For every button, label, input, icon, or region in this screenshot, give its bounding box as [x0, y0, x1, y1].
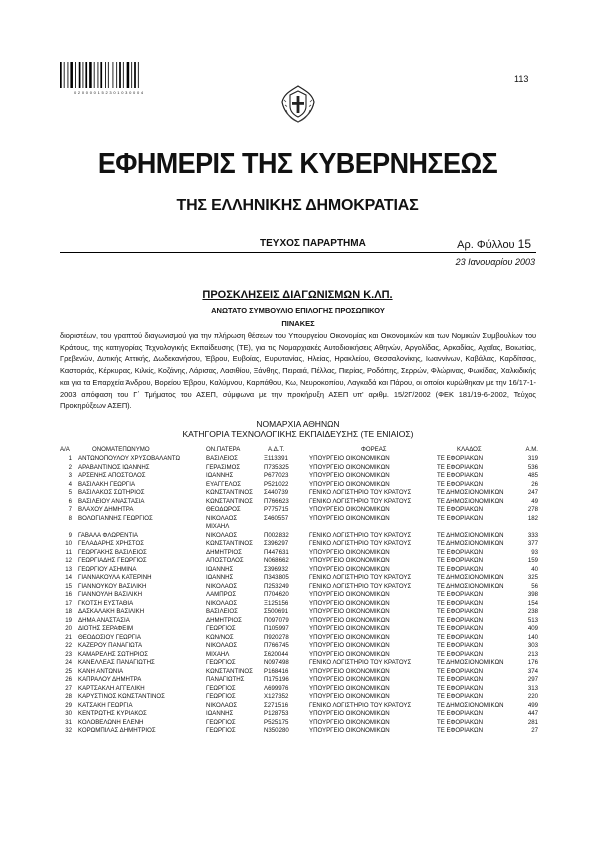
table-cell-agency: ΥΠΟΥΡΓΕΙΟ ΟΙΚΟΝΟΜΙΚΩΝ — [309, 591, 390, 598]
table-cell-am: 513 — [527, 616, 538, 624]
table-row — [60, 549, 538, 558]
table-cell-adt: Ν068662 — [264, 557, 289, 564]
table-cell-adt: Π920278 — [264, 633, 289, 641]
table-cell-name: ΓΕΛΑΔΑΡΗΣ ΧΡΗΣΤΟΣ — [78, 540, 145, 547]
table-cell-name: ΒΟΛΟΓΙΑΝΝΗΣ ΓΕΩΡΓΙΟΣ — [78, 514, 153, 522]
table-cell-am: 278 — [527, 506, 538, 513]
table-cell-name: ΔΗΜΑ ΑΝΑΣΤΑΣΙΑ — [78, 616, 130, 624]
table-cell-name: ΚΑΖΕΡΟΥ ΠΑΝΑΓΙΩΤΑ — [78, 642, 143, 649]
table-cell-aa: 22 — [65, 642, 72, 649]
table-cell-father: ΙΩΑΝΝΗΣ — [206, 565, 234, 573]
table-cell-am: 313 — [527, 684, 538, 692]
table-cell-father: ΓΕΩΡΓΙΟΣ — [206, 625, 236, 632]
issue-label: ΤΕΥΧΟΣ ΠΑΡΑΡΤΗΜΑ — [260, 238, 366, 249]
candidates-table — [60, 446, 538, 736]
table-cell-agency: ΥΠΟΥΡΓΕΙΟ ΟΙΚΟΝΟΜΙΚΩΝ — [309, 616, 390, 624]
table-cell-aa: 7 — [68, 506, 72, 513]
table-cell-father: ΝΙΚΟΛΑΟΣ — [206, 599, 238, 607]
table-cell-agency: ΥΠΟΥΡΓΕΙΟ ΟΙΚΟΝΟΜΙΚΩΝ — [309, 463, 390, 471]
table-cell-am: 374 — [527, 667, 538, 675]
table-cell-agency: ΥΠΟΥΡΓΕΙΟ ΟΙΚΟΝΟΜΙΚΩΝ — [309, 506, 390, 513]
table-cell-name: ΚΟΡΩΜΠΙΛΑΣ ΔΗΜΗΤΡΙΟΣ — [78, 727, 156, 734]
table-cell-name: ΒΑΣΙΛΑΚΗ ΓΕΩΡΓΙΑ — [78, 480, 136, 488]
table-row — [60, 719, 538, 728]
table-cell-agency: ΥΠΟΥΡΓΕΙΟ ΟΙΚΟΝΟΜΙΚΩΝ — [309, 548, 390, 556]
masthead-title: ΕΦΗΜΕΡΙΣ ΤΗΣ ΚΥΒΕΡΝΗΣΕΩΣ — [97, 148, 498, 180]
table-cell-name: ΒΑΣΙΛΑΚΟΣ ΣΩΤΗΡΙΟΣ — [78, 489, 145, 496]
table-cell-father: ΚΩΝΣΤΑΝΤΙΝΟΣ — [206, 497, 253, 505]
table-cell-am: 26 — [531, 480, 538, 488]
table-row — [60, 498, 538, 507]
table-cell-adt: Ν350280 — [264, 727, 289, 734]
table-cell-branch: ΤΕ ΕΦΟΡΙΑΚΩΝ — [437, 591, 483, 598]
table-cell-name: ΓΙΑΝΝΟΥΚΟΥ ΒΑΣΙΛΙΚΗ — [78, 582, 147, 590]
table-cell-agency: ΓΕΝΙΚΟ ΛΟΓΙΣΤΗΡΙΟ ΤΟΥ ΚΡΑΤΟΥΣ — [309, 531, 412, 539]
table-cell-agency: ΥΠΟΥΡΓΕΙΟ ΟΙΚΟΝΟΜΙΚΩΝ — [309, 684, 390, 692]
table-cell-branch: ΤΕ ΔΗΜΟΣΙΟΝΟΜΙΚΩΝ — [437, 497, 504, 505]
table-cell-adt: Λ699976 — [264, 684, 289, 692]
table-row — [60, 574, 538, 583]
table-cell-father: ΒΑΣΙΛΕΙΟΣ — [206, 608, 238, 615]
page-number: 113 — [514, 74, 529, 84]
table-cell-agency: ΥΠΟΥΡΓΕΙΟ ΟΙΚΟΝΟΜΙΚΩΝ — [309, 633, 390, 641]
sheet-number — [457, 237, 531, 251]
table-cell-branch: ΤΕ ΔΗΜΟΣΙΟΝΟΜΙΚΩΝ — [437, 659, 504, 666]
table-cell-name: ΚΑΝΕΛΛΕΑΣ ΠΑΝΑΓΙΩΤΗΣ — [78, 659, 155, 666]
issue-date: 23 Ιανουαρίου 2003 — [455, 257, 535, 267]
table-cell-agency: ΓΕΝΙΚΟ ΛΟΓΙΣΤΗΡΙΟ ΤΟΥ ΚΡΑΤΟΥΣ — [309, 489, 412, 496]
table-cell-aa: 25 — [65, 667, 72, 675]
table-cell-adt: Σ460557 — [264, 514, 289, 522]
column-header-name: ΟΝΟΜΑΤΕΠΩΝΥΜΟ — [92, 446, 150, 454]
table-cell-father: ΙΩΑΝΝΗΣ — [206, 710, 234, 717]
table-cell-agency: ΥΠΟΥΡΓΕΙΟ ΟΙΚΟΝΟΜΙΚΩΝ — [309, 642, 390, 649]
table-cell-branch: ΤΕ ΕΦΟΡΙΑΚΩΝ — [437, 599, 483, 607]
table-cell-agency: ΥΠΟΥΡΓΕΙΟ ΟΙΚΟΝΟΜΙΚΩΝ — [309, 718, 390, 726]
table-cell-father: ΓΕΩΡΓΙΟΣ — [206, 659, 236, 666]
table-row — [60, 659, 538, 668]
table-cell-am: 333 — [527, 531, 538, 539]
column-header-am: Α.Μ. — [525, 446, 538, 454]
table-cell-father: ΓΕΩΡΓΙΟΣ — [206, 693, 236, 700]
table-cell-name: ΓΑΒΑΛΑ ΦΛΩΡΕΝΤΙΑ — [78, 531, 138, 539]
table-cell-adt: Σ271516 — [264, 701, 289, 709]
table-row — [60, 557, 538, 566]
column-header-father: ΟΝ.ΠΑΤΕΡΑ — [206, 446, 241, 454]
table-row — [60, 455, 538, 464]
table-cell-adt: Ρ775715 — [264, 506, 289, 513]
table-cell-father: ΝΙΚΟΛΑΟΣ — [206, 531, 238, 539]
table-cell-am: 182 — [527, 514, 538, 522]
table-cell-agency: ΥΠΟΥΡΓΕΙΟ ΟΙΚΟΝΟΜΙΚΩΝ — [309, 599, 390, 607]
table-row — [60, 702, 538, 711]
table-cell-aa: 2 — [68, 463, 72, 471]
table-cell-father: ΚΩΝ/ΝΟΣ — [206, 633, 234, 641]
table-cell-branch: ΤΕ ΕΦΟΡΙΑΚΩΝ — [437, 718, 483, 726]
table-cell-agency: ΥΠΟΥΡΓΕΙΟ ΟΙΚΟΝΟΜΙΚΩΝ — [309, 514, 390, 522]
section-title: ΠΡΟΣΚΛΗΣΕΙΣ ΔΙΑΓΩΝΙΣΜΩΝ Κ.ΛΠ. — [202, 289, 393, 301]
table-cell-agency: ΓΕΝΙΚΟ ΛΟΓΙΣΤΗΡΙΟ ΤΟΥ ΚΡΑΤΟΥΣ — [309, 540, 412, 547]
table-cell-am: 93 — [531, 548, 538, 556]
table-cell-agency: ΥΠΟΥΡΓΕΙΟ ΟΙΚΟΝΟΜΙΚΩΝ — [309, 650, 390, 658]
table-row — [60, 608, 538, 617]
table-cell-name: ΑΝΤΩΝΟΠΟΥΛΟΥ ΧΡΥΣΟΒΑΛΑΝΤΩ — [78, 455, 180, 462]
table-cell-father: ΛΑΜΠΡΟΣ — [206, 591, 237, 598]
table-cell-aa: 20 — [65, 625, 72, 632]
table-cell-name: ΓΙΑΝΝΟΥΛΗ ΒΑΣΙΛΙΚΗ — [78, 591, 143, 598]
table-cell-adt: Σ440739 — [264, 489, 289, 496]
table-cell-aa: 31 — [65, 718, 72, 726]
table-cell-branch: ΤΕ ΕΦΟΡΙΑΚΩΝ — [437, 608, 483, 615]
table-cell-aa: 12 — [65, 557, 72, 564]
table-cell-name: ΑΡΑΒΑΝΤΙΝΟΣ ΙΩΑΝΝΗΣ — [78, 463, 150, 471]
table-cell-am: 238 — [527, 608, 538, 615]
table-row — [60, 583, 538, 592]
table-row — [60, 710, 538, 719]
table-cell-father: ΑΠΟΣΤΟΛΟΣ — [206, 557, 244, 564]
table-cell-branch: ΤΕ ΕΦΟΡΙΑΚΩΝ — [437, 625, 483, 632]
table-cell-adt: Π002832 — [264, 531, 289, 539]
table-cell-father: ΝΙΚΟΛΑΟΣ — [206, 701, 238, 709]
table-cell-father: ΓΕΩΡΓΙΟΣ — [206, 684, 236, 692]
table-cell-agency: ΥΠΟΥΡΓΕΙΟ ΟΙΚΟΝΟΜΙΚΩΝ — [309, 710, 390, 717]
table-cell-name: ΓΙΑΝΝΑΚΟΥΛΑ ΚΑΤΕΡΙΝΗ — [78, 574, 152, 581]
table-cell-name: ΓΚΟΤΣΗ ΕΥΣΤΑΘΙΑ — [78, 599, 134, 607]
table-cell-name: ΘΕΟΔΟΣΙΟΥ ΓΕΩΡΓΙΑ — [78, 633, 141, 641]
table-cell-adt: Π097079 — [264, 616, 289, 624]
table-row — [60, 651, 538, 660]
table-cell-aa: 29 — [65, 701, 72, 709]
table-cell-agency: ΥΠΟΥΡΓΕΙΟ ΟΙΚΟΝΟΜΙΚΩΝ — [309, 727, 390, 734]
table-cell-aa: 1 — [68, 455, 72, 462]
table-cell-branch: ΤΕ ΕΦΟΡΙΑΚΩΝ — [437, 565, 483, 573]
table-row — [60, 566, 538, 575]
table-cell-father: ΘΕΟΔΩΡΟΣ — [206, 506, 241, 513]
table-cell-father: ΚΩΝΣΤΑΝΤΙΝΟΣ — [206, 489, 253, 496]
table-cell-aa: 17 — [65, 599, 72, 607]
table-cell-branch: ΤΕ ΕΦΟΡΙΑΚΩΝ — [437, 514, 483, 522]
table-cell-aa: 24 — [65, 659, 72, 666]
table-cell-am: 56 — [531, 582, 538, 590]
table-cell-branch: ΤΕ ΕΦΟΡΙΑΚΩΝ — [437, 633, 483, 641]
table-cell-adt: Π766623 — [264, 497, 289, 505]
table-cell-adt: Ν097498 — [264, 659, 289, 666]
table-cell-aa: 10 — [65, 540, 72, 547]
table-cell-branch: ΤΕ ΔΗΜΟΣΙΟΝΟΜΙΚΩΝ — [437, 489, 504, 496]
table-row — [60, 727, 538, 736]
table-cell-agency: ΓΕΝΙΚΟ ΛΟΓΙΣΤΗΡΙΟ ΤΟΥ ΚΡΑΤΟΥΣ — [309, 574, 412, 581]
table-cell-adt: Π704620 — [264, 591, 289, 598]
table-cell-aa: 32 — [65, 727, 72, 734]
sheet-label: Αρ. Φύλλου — [457, 239, 515, 251]
table-cell-father: ΓΕΩΡΓΙΟΣ — [206, 727, 236, 734]
table-cell-am: 409 — [527, 625, 538, 632]
category-name: ΚΑΤΗΓΟΡΙΑ ΤΕΧΝΟΛΟΓΙΚΗΣ ΕΚΠΑΙΔΕΥΣΗΣ (ΤΕ ΕΝΙΑΙΟΣ) — [182, 429, 414, 439]
table-cell-adt: Π447631 — [264, 548, 289, 556]
table-cell-aa: 11 — [65, 548, 72, 556]
nomarchy-name: ΝΟΜΑΡΧΙΑ ΑΘΗΝΩΝ — [256, 419, 340, 429]
table-cell-agency: ΥΠΟΥΡΓΕΙΟ ΟΙΚΟΝΟΜΙΚΩΝ — [309, 625, 390, 632]
table-cell-branch: ΤΕ ΕΦΟΡΙΑΚΩΝ — [437, 684, 483, 692]
table-row — [60, 506, 538, 515]
table-cell-am: 499 — [527, 701, 538, 709]
table-cell-name: ΒΛΑΧΟΥ ΔΗΜΗΤΡΑ — [78, 506, 134, 513]
table-cell-am: 49 — [531, 497, 538, 505]
table-cell-father: ΝΙΚΟΛΑΟΣ — [206, 642, 238, 649]
table-cell-branch: ΤΕ ΕΦΟΡΙΑΚΩΝ — [437, 667, 483, 675]
column-header-aa: Α/Α — [60, 446, 70, 454]
table-cell-branch: ΤΕ ΔΗΜΟΣΙΟΝΟΜΙΚΩΝ — [437, 574, 504, 581]
table-cell-adt: Χ127352 — [264, 693, 289, 700]
table-cell-am: 40 — [531, 565, 538, 573]
table-cell-am: 27 — [531, 727, 538, 734]
table-cell-am: 485 — [527, 472, 538, 479]
table-cell-name: ΔΑΣΚΑΛΑΚΗ ΒΑΣΙΛΙΚΗ — [78, 608, 145, 615]
table-cell-name: ΚΑΤΣΑΚΗ ΓΕΩΡΓΙΑ — [78, 701, 133, 709]
table-cell-father: ΒΑΣΙΛΕΙΟΣ — [206, 455, 238, 462]
table-cell-name: ΚΕΝΤΡΩΤΗΣ ΚΥΡΙΑΚΟΣ — [78, 710, 147, 717]
table-cell-agency: ΥΠΟΥΡΓΕΙΟ ΟΙΚΟΝΟΜΙΚΩΝ — [309, 676, 390, 683]
table-cell-am: 319 — [527, 455, 538, 462]
column-header-agency: ΦΟΡΕΑΣ — [361, 446, 387, 454]
table-cell-aa: 5 — [68, 489, 72, 496]
table-cell-agency: ΓΕΝΙΚΟ ΛΟΓΙΣΤΗΡΙΟ ΤΟΥ ΚΡΑΤΟΥΣ — [309, 659, 412, 666]
table-cell-branch: ΤΕ ΕΦΟΡΙΑΚΩΝ — [437, 463, 483, 471]
table-cell-adt: Π175196 — [264, 676, 289, 683]
table-cell-branch: ΤΕ ΔΗΜΟΣΙΟΝΟΜΙΚΩΝ — [437, 582, 504, 590]
table-cell-am: 325 — [527, 574, 538, 581]
table-cell-name: ΓΕΩΡΓΑΚΗΣ ΒΑΣΙΛΕΙΟΣ — [78, 548, 147, 556]
table-cell-am: 297 — [527, 676, 538, 683]
nomarchy-heading — [60, 419, 536, 439]
table-cell-branch: ΤΕ ΕΦΟΡΙΑΚΩΝ — [437, 557, 483, 564]
table-cell-father: ΚΩΝΣΤΑΝΤΙΝΟΣ — [206, 667, 253, 675]
table-cell-adt: Ξ113391 — [264, 455, 288, 462]
table-cell-adt: Σ396297 — [264, 540, 289, 547]
table-cell-father: ΝΙΚΟΛΑΟΣ ΜΙΧΑΗΛ — [206, 514, 238, 530]
table-cell-aa: 18 — [65, 608, 72, 615]
table-cell-branch: ΤΕ ΕΦΟΡΙΑΚΩΝ — [437, 710, 483, 717]
table-cell-branch: ΤΕ ΕΦΟΡΙΑΚΩΝ — [437, 472, 483, 479]
table-cell-agency: ΓΕΝΙΚΟ ΛΟΓΙΣΤΗΡΙΟ ΤΟΥ ΚΡΑΤΟΥΣ — [309, 497, 412, 505]
table-row — [60, 693, 538, 702]
table-cell-father: ΜΙΧΑΗΛ — [206, 650, 230, 658]
table-row — [60, 676, 538, 685]
tables-heading: ΠΙΝΑΚΕΣ — [281, 319, 315, 328]
table-cell-agency: ΓΕΝΙΚΟ ΛΟΓΙΣΤΗΡΙΟ ΤΟΥ ΚΡΑΤΟΥΣ — [309, 701, 412, 709]
table-cell-am: 377 — [527, 540, 538, 547]
table-cell-branch: ΤΕ ΕΦΟΡΙΑΚΩΝ — [437, 548, 483, 556]
table-cell-adt: Π735325 — [264, 463, 289, 471]
table-cell-aa: 9 — [68, 531, 72, 539]
table-cell-aa: 8 — [68, 514, 72, 522]
table-row — [60, 515, 538, 532]
header-divider — [60, 252, 536, 253]
table-cell-father: ΙΩΑΝΝΗΣ — [206, 472, 234, 479]
barcode-number: 0 2 0 0 0 0 1 5 2 3 0 1 0 3 0 0 0 4 — [74, 90, 144, 95]
table-cell-am: 159 — [527, 557, 538, 564]
table-cell-am: 154 — [527, 599, 538, 607]
table-row — [60, 668, 538, 677]
table-row — [60, 481, 538, 490]
table-cell-am: 176 — [527, 659, 538, 666]
table-cell-agency: ΥΠΟΥΡΓΕΙΟ ΟΙΚΟΝΟΜΙΚΩΝ — [309, 480, 390, 488]
table-cell-am: 281 — [527, 718, 538, 726]
table-cell-adt: Ρ521022 — [264, 480, 289, 488]
table-cell-father: ΔΗΜΗΤΡΙΟΣ — [206, 616, 242, 624]
table-cell-aa: 23 — [65, 650, 72, 658]
table-cell-branch: ΤΕ ΔΗΜΟΣΙΟΝΟΜΙΚΩΝ — [437, 540, 504, 547]
table-cell-am: 140 — [527, 633, 538, 641]
table-cell-aa: 13 — [65, 565, 72, 573]
table-cell-aa: 26 — [65, 676, 72, 683]
table-cell-agency: ΥΠΟΥΡΓΕΙΟ ΟΙΚΟΝΟΜΙΚΩΝ — [309, 472, 390, 479]
table-cell-aa: 28 — [65, 693, 72, 700]
table-cell-father: ΠΑΝΑΓΙΩΤΗΣ — [206, 676, 245, 683]
table-cell-father: ΓΕΡΑΣΙΜΟΣ — [206, 463, 241, 471]
table-cell-branch: ΤΕ ΕΦΟΡΙΑΚΩΝ — [437, 506, 483, 513]
table-cell-name: ΓΕΩΡΓΙΟΥ ΑΣΗΜΙΝΑ — [78, 565, 137, 573]
table-cell-name: ΚΑΡΤΣΑΚΛΗ ΑΓΓΕΛΙΚΗ — [78, 684, 145, 692]
table-cell-branch: ΤΕ ΕΦΟΡΙΑΚΩΝ — [437, 727, 483, 734]
table-cell-adt: Ρ128753 — [264, 710, 289, 717]
table-cell-am: 213 — [527, 650, 538, 658]
table-row — [60, 540, 538, 549]
table-cell-father: ΙΩΑΝΝΗΣ — [206, 574, 234, 581]
table-cell-name: ΚΟΛΟΒΕΛΩΝΗ ΕΛΕΝΗ — [78, 718, 144, 726]
table-cell-adt: Π343805 — [264, 574, 289, 581]
sheet-number-value: 15 — [517, 237, 531, 251]
table-cell-aa: 16 — [65, 591, 72, 598]
table-cell-name: ΓΕΩΡΓΙΑΔΗΣ ΓΕΩΡΓΙΟΣ — [78, 557, 147, 564]
table-cell-agency: ΥΠΟΥΡΓΕΙΟ ΟΙΚΟΝΟΜΙΚΩΝ — [309, 565, 390, 573]
table-cell-aa: 15 — [65, 582, 72, 590]
table-row — [60, 591, 538, 600]
table-row — [60, 472, 538, 481]
column-header-branch: ΚΛΑΔΟΣ — [457, 446, 482, 454]
council-heading: ΑΝΩΤΑΤΟ ΣΥΜΒΟΥΛΙΟ ΕΠΙΛΟΓΗΣ ΠΡΟΣΩΠΙΚΟΥ — [211, 306, 385, 315]
table-cell-agency: ΥΠΟΥΡΓΕΙΟ ΟΙΚΟΝΟΜΙΚΩΝ — [309, 608, 390, 615]
table-cell-agency: ΥΠΟΥΡΓΕΙΟ ΟΙΚΟΝΟΜΙΚΩΝ — [309, 667, 390, 675]
table-row — [60, 685, 538, 694]
table-cell-father: ΕΥΑΓΓΕΛΟΣ — [206, 480, 241, 488]
table-cell-name: ΒΑΣΙΛΕΙΟΥ ΑΝΑΣΤΑΣΙΑ — [78, 497, 145, 505]
table-cell-branch: ΤΕ ΔΗΜΟΣΙΟΝΟΜΙΚΩΝ — [437, 701, 504, 709]
table-row — [60, 642, 538, 651]
table-cell-name: ΔΙΟΤΗΣ ΣΕΡΑΦΕΙΜ — [78, 625, 134, 632]
table-cell-adt: Π253249 — [264, 582, 289, 590]
table-cell-agency: ΓΕΝΙΚΟ ΛΟΓΙΣΤΗΡΙΟ ΤΟΥ ΚΡΑΤΟΥΣ — [309, 582, 412, 590]
table-cell-aa: 30 — [65, 710, 72, 717]
table-cell-aa: 27 — [65, 684, 72, 692]
table-cell-father: ΝΙΚΟΛΑΟΣ — [206, 582, 238, 590]
table-cell-am: 303 — [527, 642, 538, 649]
table-cell-adt: Π766745 — [264, 642, 289, 649]
table-row — [60, 625, 538, 634]
column-header-adt: Α.Δ.Τ. — [268, 446, 285, 454]
table-cell-name: ΚΑΝΗ ΑΝΤΩΝΙΑ — [78, 667, 124, 675]
table-cell-aa: 14 — [65, 574, 72, 581]
table-row — [60, 617, 538, 626]
table-row — [60, 464, 538, 473]
table-cell-branch: ΤΕ ΔΗΜΟΣΙΟΝΟΜΙΚΩΝ — [437, 531, 504, 539]
table-cell-aa: 21 — [65, 633, 72, 641]
table-row — [60, 489, 538, 498]
table-cell-branch: ΤΕ ΕΦΟΡΙΑΚΩΝ — [437, 650, 483, 658]
table-cell-father: ΓΕΩΡΓΙΟΣ — [206, 718, 236, 726]
table-cell-adt: Π105997 — [264, 625, 289, 632]
table-cell-name: ΚΑΠΡΑΛΟΥ ΔΗΜΗΤΡΑ — [78, 676, 142, 683]
table-cell-aa: 4 — [68, 480, 72, 488]
intro-paragraph: διοριστέων, του γραπτού διαγωνισμού για την πλήρωση θέσεων του Υπουργείου Οικονομίας και Οικονομικών και των Νομικών Συμβουλίων του Κράτους, της κατηγορίας Τεχνολογικής Εκπαίδευσης (ΤΕ), για τις Νομαρχιακές Αυτοδιοικήσεις Αθηνών, Αργολίδας, Αρκαδίας, Αχαΐας, Βοιωτίας, Γρεβενών, Δυτικής Αττικής, Δωδεκανήσου, Έβρου, Ευβοίας, Ευρυτανίας, Ηλείας, Ηρακλείου, Θεσσαλονίκης, Ιωαννίνων, Καβάλας, Καρδίτσας, Καστοριάς, Κέρκυρας, Κιλκίς, Κοζάνης, Λάρισας, Λασιθίου, Ξάνθης, Πειραιά, Πέλλας, Πιερίας, Ροδόπης, Σερρών, Φλώρινας, Φωκίδας, Χαλκιδικής και για τα Επαρχεία Άνδρου, Βορείου Έβρου, Καλύμνου, Καρπάθου, Κω, Νευροκοπίου, Λαγκαδά και Πάρου, οι οποίοι κυρώθηκαν με την 16/17-1-2003 απόφαση του Γ΄ Τμήματος του ΑΣΕΠ, σύμφωνα με την προκήρυξη ΑΣΕΠ υπ' αριθμ. 15/2Γ/2002 (ΦΕΚ 181/19-6-2002, Τεύχος Προκηρύξεων ΑΣΕΠ). — [60, 331, 536, 411]
table-cell-branch: ΤΕ ΕΦΟΡΙΑΚΩΝ — [437, 676, 483, 683]
table-cell-am: 398 — [527, 591, 538, 598]
table-cell-name: ΚΑΡΥΣΤΙΝΟΣ ΚΩΝΣΤΑΝΤΙΝΟΣ — [78, 693, 165, 700]
table-cell-aa: 3 — [68, 472, 72, 479]
table-row — [60, 532, 538, 541]
table-cell-agency: ΥΠΟΥΡΓΕΙΟ ΟΙΚΟΝΟΜΙΚΩΝ — [309, 455, 390, 462]
table-cell-adt: Σ396932 — [264, 565, 289, 573]
greek-coat-of-arms-emblem — [278, 82, 318, 126]
table-row — [60, 600, 538, 609]
masthead-subtitle: ΤΗΣ ΕΛΛΗΝΙΚΗΣ ΔΗΜΟΚΡΑΤΙΑΣ — [176, 197, 419, 214]
table-cell-father: ΔΗΜΗΤΡΙΟΣ — [206, 548, 242, 556]
table-cell-adt: Ρ677023 — [264, 472, 289, 479]
table-cell-name: ΑΡΣΕΝΗΣ ΑΠΟΣΤΟΛΟΣ — [78, 472, 146, 479]
table-cell-am: 247 — [527, 489, 538, 496]
table-cell-branch: ΤΕ ΕΦΟΡΙΑΚΩΝ — [437, 455, 483, 462]
table-cell-am: 536 — [527, 463, 538, 471]
table-cell-father: ΚΩΝΣΤΑΝΤΙΝΟΣ — [206, 540, 253, 547]
table-cell-adt: Σ500691 — [264, 608, 289, 615]
table-cell-branch: ΤΕ ΕΦΟΡΙΑΚΩΝ — [437, 616, 483, 624]
table-cell-agency: ΥΠΟΥΡΓΕΙΟ ΟΙΚΟΝΟΜΙΚΩΝ — [309, 557, 390, 564]
table-cell-agency: ΥΠΟΥΡΓΕΙΟ ΟΙΚΟΝΟΜΙΚΩΝ — [309, 693, 390, 700]
table-row — [60, 634, 538, 643]
table-cell-am: 447 — [527, 710, 538, 717]
table-cell-adt: Ρ525175 — [264, 718, 289, 726]
table-cell-aa: 6 — [68, 497, 72, 505]
table-cell-branch: ΤΕ ΕΦΟΡΙΑΚΩΝ — [437, 480, 483, 488]
table-cell-am: 220 — [527, 693, 538, 700]
table-cell-branch: ΤΕ ΕΦΟΡΙΑΚΩΝ — [437, 693, 483, 700]
table-cell-name: ΚΑΜΑΡΕΛΗΣ ΣΩΤΗΡΙΟΣ — [78, 650, 149, 658]
table-cell-adt: Ρ168416 — [264, 667, 289, 675]
table-cell-adt: Ξ125156 — [264, 599, 289, 607]
table-cell-adt: Σ620044 — [264, 650, 289, 658]
table-cell-aa: 19 — [65, 616, 72, 624]
table-cell-branch: ΤΕ ΕΦΟΡΙΑΚΩΝ — [437, 642, 483, 649]
